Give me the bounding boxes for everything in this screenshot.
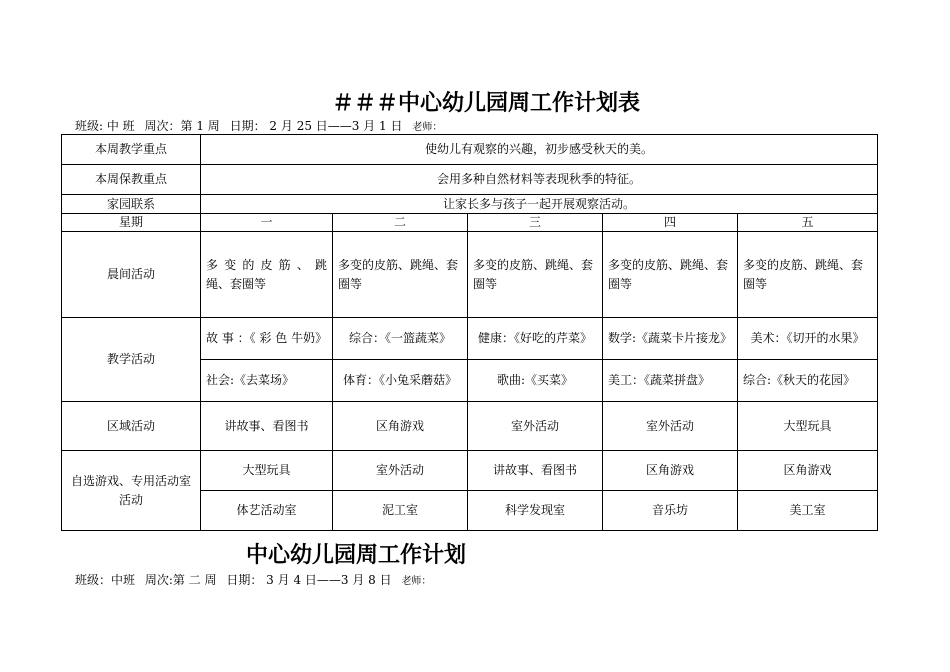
- weekday-header: 一: [201, 214, 333, 232]
- weekday-header: 二: [333, 214, 468, 232]
- area-activity-cell: 讲故事、看图书: [201, 402, 333, 451]
- elective-activity-cell: 泥工室: [333, 491, 468, 531]
- elective-activity-cell: 美工室: [738, 491, 878, 531]
- elective-activity-cell: 大型玩具: [201, 451, 333, 491]
- morning-activity-cell: 多变的皮筋、跳绳、套圈等: [603, 232, 738, 318]
- area-activity-cell: 室外活动: [468, 402, 603, 451]
- weekday-header-label: 星期: [62, 214, 201, 232]
- table-row: [62, 451, 878, 491]
- teaching-focus-value: 使幼儿有观察的兴趣，初步感受秋天的美。: [201, 135, 878, 165]
- teaching-activity-cell: 美工：《蔬菜拼盘》: [603, 360, 738, 402]
- elective-activity-cell: 科学发现室: [468, 491, 603, 531]
- date-label: 日期： 3 月 4 日——3 月 8 日: [226, 573, 392, 587]
- teaching-activity-cell: 歌曲:《买菜》: [468, 360, 603, 402]
- weekday-header: 四: [603, 214, 738, 232]
- teaching-activity-cell: 体育：《小兔采蘑菇》: [333, 360, 468, 402]
- table-row: [62, 402, 878, 451]
- elective-activity-cell: 区角游戏: [603, 451, 738, 491]
- teaching-activity-cell: 美术：《切开的水果》: [738, 318, 878, 360]
- morning-activity-cell: 多变的皮筋、跳绳、套圈等: [333, 232, 468, 318]
- weekly-plan-table: [61, 134, 878, 531]
- morning-activity-cell: 多变的皮筋、跳绳、套圈等: [468, 232, 603, 318]
- class-label: 班级：中班: [75, 573, 136, 587]
- table-row: [62, 318, 878, 360]
- row-label: 晨间活动: [62, 232, 201, 318]
- weekday-header: 五: [738, 214, 878, 232]
- morning-activity-cell: 多 变 的 皮 筋 、 跳绳、套圈等: [201, 232, 333, 318]
- week-label: 周次：第 1 周: [144, 119, 220, 133]
- table-row: [62, 165, 878, 195]
- teaching-activity-cell: 故 事 ：《 彩 色 牛奶》: [201, 318, 333, 360]
- elective-activity-cell: 音乐坊: [603, 491, 738, 531]
- care-focus-value: 会用多种自然材料等表现秋季的特征。: [201, 165, 878, 195]
- area-activity-cell: 大型玩具: [738, 402, 878, 451]
- elective-activity-cell: 区角游戏: [738, 451, 878, 491]
- teaching-activity-cell: 综合:《秋天的花园》: [738, 360, 878, 402]
- table-row: [62, 195, 878, 214]
- row-label: 本周保教重点: [62, 165, 201, 195]
- table-row: [62, 232, 878, 318]
- row-label: 区域活动: [62, 402, 201, 451]
- weekday-header: 三: [468, 214, 603, 232]
- plan-title: ＃＃＃中心幼儿园周工作计划表: [332, 91, 641, 116]
- second-plan-info-line: [75, 571, 437, 588]
- elective-activity-cell: 讲故事、看图书: [468, 451, 603, 491]
- row-label: 自选游戏、专用活动室活动: [62, 451, 201, 531]
- elective-activity-cell: 室外活动: [333, 451, 468, 491]
- elective-activity-cell: 体艺活动室: [201, 491, 333, 531]
- second-plan-title: 中心幼儿园周工作计划: [246, 543, 467, 568]
- area-activity-cell: 室外活动: [603, 402, 738, 451]
- plan-info-line: [75, 117, 448, 134]
- row-label: 家园联系: [62, 195, 201, 214]
- table-row: [62, 214, 878, 232]
- morning-activity-cell: 多变的皮筋、跳绳、套圈等: [738, 232, 878, 318]
- teaching-activity-cell: 数学:《蔬菜卡片接龙》: [603, 318, 738, 360]
- area-activity-cell: 区角游戏: [333, 402, 468, 451]
- row-label: 教学活动: [62, 318, 201, 402]
- teaching-activity-cell: 社会:《去菜场》: [201, 360, 333, 402]
- home-contact-value: 让家长多与孩子一起开展观察活动。: [201, 195, 878, 214]
- class-label: 班级: 中 班: [75, 119, 135, 133]
- table-row: [62, 135, 878, 165]
- date-label: 日期： 2 月 25 日——3 月 1 日: [229, 119, 403, 133]
- teaching-activity-cell: 健康：《好吃的芹菜》: [468, 318, 603, 360]
- row-label: 本周教学重点: [62, 135, 201, 165]
- teaching-activity-cell: 综合：《一篮蔬菜》: [333, 318, 468, 360]
- week-label: 周次:第 二 周: [144, 573, 217, 587]
- teacher-label: 老师：: [401, 576, 432, 587]
- teacher-label: 老师：: [412, 122, 443, 133]
